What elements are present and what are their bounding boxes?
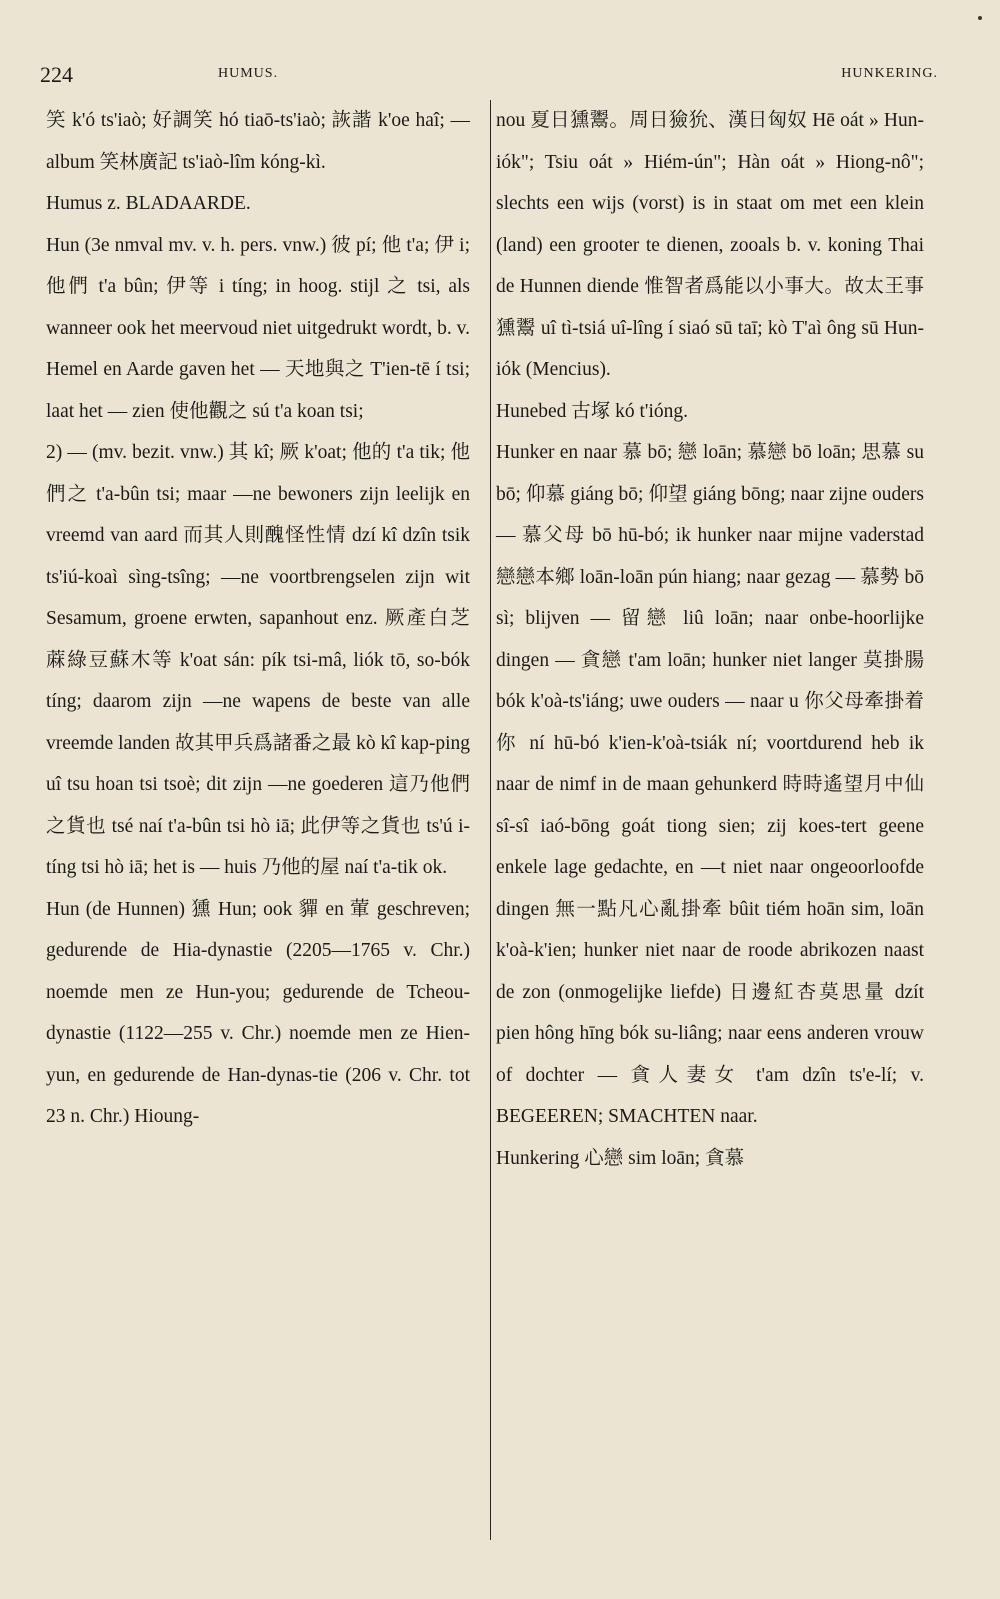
running-head-right: HUNKERING.	[841, 66, 938, 81]
entry-hunkering: Hunkering 心戀 sim loān; 貪慕	[496, 1147, 745, 1169]
entry-hun-possessive: 2) — (mv. bezit. vnw.) 其 kî; 厥 k'oat; 他的 t'a tik; 他們之 t'a-bûn tsi; maar —ne bewoners zijn leelijk en vreemd van aard 而其人則醜怪性情 dzí kî dzîn tsik ts'iú-koaì sìng-tsîng; —ne voortbrengselen zijn wit Sesamum, groene erwten, sapanhout enz. 厥產白芝蔴綠豆蘇木等 k'oat sán: pík tsi-mâ, liók tō, so-bók tíng; daarom zijn —ne wapens de beste van alle vreemde landen 故其甲兵爲諸番之最 kò kî kap-ping uî tsu hoan tsi tsoè; dit zijn —ne goederen 這乃他們之貨也 tsé naí t'a-bûn tsi hò iā; 此伊等之貨也 ts'ú i-tíng tsi hò iā; het is — huis 乃他的屋 naí t'a-tik ok.	[46, 442, 470, 878]
entry-hun-hunnen: Hun (de Hunnen) 獯 Hun; ook 貚 en 葷 geschreven; gedurende de Hia-dynastie (2205—1765 v. Chr.) noemde men ze Hun-you; gedurende de Tcheou-dynastie (1122—255 v. Chr.) noemde men ze Hien-yun, en gedurende de Han-dynas-tie (206 v. Chr. tot 23 n. Chr.) Hioung-	[46, 898, 470, 1127]
page-header	[40, 62, 938, 92]
entry-hunkeren: Hunker en naar 慕 bō; 戀 loān; 慕戀 bō loān; 思慕 su bō; 仰慕 giáng bō; 仰望 giáng bōng; naar zijne ouders — 慕父母 bō hū-bó; ik hunker naar mijne vaderstad 戀戀本鄉 loān-loān pún hiang; naar gezag — 慕勢 bō sì; blijven — 留戀 liû loān; naar onbe-hoorlijke dingen — 貪戀 t'am loān; hunker niet langer 莫掛腸 bók k'oà-ts'iáng; uwe ouders — naar u 你父母牽掛着你 ní hū-bó k'ien-k'oà-tsiák ní; voortdurend heb ik naar de nimf in de maan gehunkerd 時時遙望月中仙 sî-sî iaó-bōng goát tiong sien; zij koes-tert geene enkele lage gedachte, en —t niet naar ongeoorloofde dingen 無一點凡心亂掛牽 bûit tiém hoān sim, loān k'oà-k'ien; hunker niet naar de roode abrikozen naast de zon (onmogelijke liefde) 日邊紅杏莫思量 dzít pien hông hīng bók su-liâng; naar eens anderen vrouw of dochter — 貪人妻女 t'am dzîn ts'e-lí; v. BEGEEREN; SMACHTEN naar.	[496, 442, 924, 1127]
entry-hunebed: Hunebed 古塚 kó t'ióng.	[496, 400, 688, 422]
entry-hunnen-continuation: nou 夏日獯鬻。周日獫狁、漢日匈奴 Hē oát » Hun-iók"; Tsiu oát » Hiém-ún"; Hàn oát » Hiong-nô"; slechts een wijs (vorst) is in staat om met een klein (land) een grooter te dienen, zooals b. v. koning Thai de Hunnen diende 惟智者爲能以小事大。故太王事獯鬻 uî tì-tsiá uî-lîng í siaó sū taī; kò T'aì ông sū Hun-iók (Mencius).	[496, 110, 924, 380]
left-column	[46, 100, 470, 1138]
right-column	[496, 100, 924, 1179]
entry-humus: Humus z. BLADAARDE.	[46, 193, 251, 214]
column-divider	[490, 100, 491, 1540]
ink-speck	[978, 16, 982, 20]
page-number: 224	[40, 62, 73, 87]
entry-hun-pronoun: Hun (3e nmval mv. v. h. pers. vnw.) 彼 pí; 他 t'a; 伊 i; 他們 t'a bûn; 伊等 i tíng; in hoog. stijl 之 tsi, als wanneer ook het meervoud niet uitgedrukt wordt, b. v. Hemel en Aarde gaven het — 天地與之 T'ien-tē í tsi; laat het — zien 使他觀之 sú t'a koan tsi;	[46, 234, 470, 422]
running-head-left: HUMUS.	[218, 66, 279, 81]
entry-lachen-continuation: 笑 k'ó ts'iaò; 好調笑 hó tiaō-ts'iaò; 詼諧 k'oe haî; — album 笑林廣記 ts'iaò-lîm kóng-kì.	[46, 110, 470, 173]
